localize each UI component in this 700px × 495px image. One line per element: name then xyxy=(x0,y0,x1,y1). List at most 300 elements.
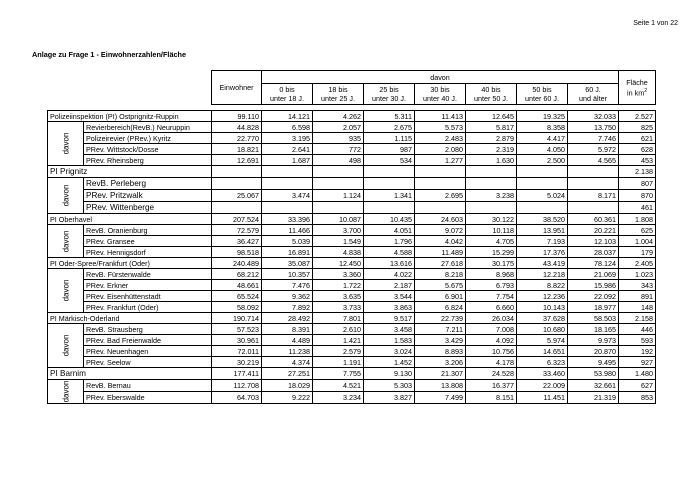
cell-value xyxy=(313,166,364,178)
cell-value: 9.130 xyxy=(364,368,415,380)
cell-value: 3.733 xyxy=(313,302,364,313)
cell-value: 21.069 xyxy=(568,269,619,280)
cell-value: 11.451 xyxy=(517,392,568,404)
cell-value xyxy=(364,166,415,178)
cell-value: 461 xyxy=(619,202,656,214)
cell-value: 9.517 xyxy=(364,313,415,324)
cell-value: 1.023 xyxy=(619,269,656,280)
table-row xyxy=(48,368,656,380)
cell-value: 10.435 xyxy=(364,214,415,225)
cell-value: 621 xyxy=(619,133,656,144)
cell-value: 1.549 xyxy=(313,236,364,247)
cell-value: 148 xyxy=(619,302,656,313)
table-row xyxy=(48,144,656,155)
cell-value: 2.879 xyxy=(466,133,517,144)
cell-value: 8.391 xyxy=(262,324,313,335)
cell-value: 891 xyxy=(619,291,656,302)
cell-value: 3.827 xyxy=(364,392,415,404)
cell-value xyxy=(262,178,313,190)
side-label-davon: davon xyxy=(48,380,84,404)
district-name: RevB. Strausberg xyxy=(84,324,212,335)
table-row xyxy=(48,258,656,269)
cell-value: 987 xyxy=(364,144,415,155)
cell-value xyxy=(466,178,517,190)
cell-value: 1.115 xyxy=(364,133,415,144)
cell-value: 3.206 xyxy=(415,357,466,368)
cell-value: 7.008 xyxy=(466,324,517,335)
cell-value: 19.325 xyxy=(517,111,568,122)
cell-value: 2.483 xyxy=(415,133,466,144)
cell-value: 11.489 xyxy=(415,247,466,258)
cell-value: 2.158 xyxy=(619,313,656,324)
cell-value xyxy=(262,202,313,214)
cell-value: 2.319 xyxy=(466,144,517,155)
district-name: PRev. Wittenberge xyxy=(84,202,212,214)
cell-value: 8.893 xyxy=(415,346,466,357)
cell-value xyxy=(568,178,619,190)
cell-value: 53.980 xyxy=(568,368,619,380)
cell-value: 43.419 xyxy=(517,258,568,269)
col-header-age-25-30: 25 bis unter 30 J. xyxy=(364,84,415,105)
district-name: PRev. Erkner xyxy=(84,280,212,291)
cell-value: 10.118 xyxy=(466,225,517,236)
cell-value: 4.565 xyxy=(568,155,619,166)
cell-value: 27.618 xyxy=(415,258,466,269)
cell-value: 12.645 xyxy=(466,111,517,122)
cell-value: 11.413 xyxy=(415,111,466,122)
table-row xyxy=(48,225,656,236)
cell-value: 7.892 xyxy=(262,302,313,313)
cell-value: 18.165 xyxy=(568,324,619,335)
cell-value: 4.262 xyxy=(313,111,364,122)
cell-value: 4.374 xyxy=(262,357,313,368)
cell-value: 593 xyxy=(619,335,656,346)
cell-value: 72.011 xyxy=(212,346,262,357)
cell-value: 15.986 xyxy=(568,280,619,291)
cell-value: 5.303 xyxy=(364,380,415,392)
cell-value: 11.466 xyxy=(262,225,313,236)
cell-value: 32.033 xyxy=(568,111,619,122)
cell-value: 58.092 xyxy=(212,302,262,313)
cell-value: 453 xyxy=(619,155,656,166)
cell-value: 30.961 xyxy=(212,335,262,346)
cell-value: 3.544 xyxy=(364,291,415,302)
district-name: PRev. Eisenhüttenstadt xyxy=(84,291,212,302)
cell-value: 3.863 xyxy=(364,302,415,313)
cell-value: 4.178 xyxy=(466,357,517,368)
district-name: PRev. Bad Freienwalde xyxy=(84,335,212,346)
cell-value: 20.870 xyxy=(568,346,619,357)
cell-value: 17.376 xyxy=(517,247,568,258)
cell-value: 8.171 xyxy=(568,190,619,202)
table-row xyxy=(48,291,656,302)
district-name: PRev. Rheinsberg xyxy=(84,155,212,166)
cell-value: 22.770 xyxy=(212,133,262,144)
cell-value: 57.523 xyxy=(212,324,262,335)
cell-value: 4.092 xyxy=(466,335,517,346)
table-row xyxy=(48,236,656,247)
district-name: PRev. Seelow xyxy=(84,357,212,368)
table-row xyxy=(48,380,656,392)
cell-value: 625 xyxy=(619,225,656,236)
cell-value: 18.029 xyxy=(262,380,313,392)
cell-value: 10.357 xyxy=(262,269,313,280)
cell-value: 7.476 xyxy=(262,280,313,291)
cell-value: 4.838 xyxy=(313,247,364,258)
table-row xyxy=(48,280,656,291)
cell-value: 6.598 xyxy=(262,122,313,133)
cell-value: 8.968 xyxy=(466,269,517,280)
cell-value: 21.319 xyxy=(568,392,619,404)
cell-value: 5.675 xyxy=(415,280,466,291)
cell-value: 1.808 xyxy=(619,214,656,225)
cell-value: 10.680 xyxy=(517,324,568,335)
cell-value xyxy=(212,202,262,214)
cell-value: 1.480 xyxy=(619,368,656,380)
cell-value: 44.828 xyxy=(212,122,262,133)
table-row xyxy=(48,133,656,144)
table-row xyxy=(48,178,656,190)
col-header-age-0-18: 0 bis unter 18 J. xyxy=(262,84,313,105)
cell-value: 7.754 xyxy=(466,291,517,302)
cell-value: 25.067 xyxy=(212,190,262,202)
region-name: PI Oder-Spree/Frankfurt (Oder) xyxy=(48,258,212,269)
flaeche-unit-sup: 2 xyxy=(644,87,647,94)
col-header-age-50-60: 50 bis unter 60 J. xyxy=(517,84,568,105)
district-name: Revierbereich(RevB.) Neuruppin xyxy=(84,122,212,133)
col-header-einwohner: Einwohner xyxy=(212,71,262,105)
cell-value: 1.796 xyxy=(364,236,415,247)
cell-value: 7.499 xyxy=(415,392,466,404)
page-number: Seite 1 von 22 xyxy=(633,20,678,27)
cell-value: 7.755 xyxy=(313,368,364,380)
side-label-davon: davon xyxy=(48,225,84,258)
header-row-2 xyxy=(48,84,656,105)
cell-value: 60.361 xyxy=(568,214,619,225)
page-title: Anlage zu Frage 1 - Einwohnerzahlen/Fläche xyxy=(32,50,187,59)
cell-value: 6.660 xyxy=(466,302,517,313)
flaeche-unit: in km xyxy=(627,88,645,98)
cell-value: 825 xyxy=(619,122,656,133)
table-row xyxy=(48,122,656,133)
cell-value: 446 xyxy=(619,324,656,335)
district-name: PRev. Pritzwalk xyxy=(84,190,212,202)
cell-value: 30.122 xyxy=(466,214,517,225)
cell-value: 11.238 xyxy=(262,346,313,357)
district-name: PRev. Neuenhagen xyxy=(84,346,212,357)
col-header-age-18-25: 18 bis unter 25 J. xyxy=(313,84,364,105)
cell-value: 935 xyxy=(313,133,364,144)
region-name: Polizeiinspektion (PI) Ostprignitz-Ruppin xyxy=(48,111,212,122)
cell-value: 6.824 xyxy=(415,302,466,313)
cell-value: 58.503 xyxy=(568,313,619,324)
cell-value: 38.520 xyxy=(517,214,568,225)
cell-value: 9.222 xyxy=(262,392,313,404)
cell-value: 2.610 xyxy=(313,324,364,335)
cell-value: 72.579 xyxy=(212,225,262,236)
district-name: RevB. Bernau xyxy=(84,380,212,392)
cell-value: 28.492 xyxy=(262,313,313,324)
cell-value xyxy=(466,166,517,178)
cell-value: 627 xyxy=(619,380,656,392)
cell-value: 5.974 xyxy=(517,335,568,346)
cell-value xyxy=(517,166,568,178)
cell-value: 5.311 xyxy=(364,111,415,122)
cell-value xyxy=(364,202,415,214)
cell-value xyxy=(517,202,568,214)
cell-value: 807 xyxy=(619,178,656,190)
cell-value: 8.358 xyxy=(517,122,568,133)
cell-value: 13.808 xyxy=(415,380,466,392)
cell-value: 3.360 xyxy=(313,269,364,280)
cell-value: 112.708 xyxy=(212,380,262,392)
cell-value: 9.973 xyxy=(568,335,619,346)
cell-value: 2.187 xyxy=(364,280,415,291)
cell-value: 1.191 xyxy=(313,357,364,368)
cell-value: 13.951 xyxy=(517,225,568,236)
cell-value: 870 xyxy=(619,190,656,202)
cell-value: 3.234 xyxy=(313,392,364,404)
cell-value: 3.024 xyxy=(364,346,415,357)
side-label-davon: davon xyxy=(48,122,84,166)
cell-value: 343 xyxy=(619,280,656,291)
cell-value: 30.219 xyxy=(212,357,262,368)
cell-value: 26.034 xyxy=(466,313,517,324)
cell-value: 1.341 xyxy=(364,190,415,202)
side-label-davon: davon xyxy=(48,178,84,214)
cell-value: 1.722 xyxy=(313,280,364,291)
district-name: PRev. Eberswalde xyxy=(84,392,212,404)
cell-value xyxy=(517,178,568,190)
cell-value: 78.124 xyxy=(568,258,619,269)
cell-value: 853 xyxy=(619,392,656,404)
col-header-age-30-40: 30 bis unter 40 J. xyxy=(415,84,466,105)
cell-value: 12.450 xyxy=(313,258,364,269)
cell-value xyxy=(568,202,619,214)
cell-value: 6.323 xyxy=(517,357,568,368)
cell-value: 2.641 xyxy=(262,144,313,155)
cell-value: 64.703 xyxy=(212,392,262,404)
cell-value xyxy=(415,178,466,190)
table-row xyxy=(48,357,656,368)
cell-value: 3.238 xyxy=(466,190,517,202)
cell-value: 4.705 xyxy=(466,236,517,247)
cell-value xyxy=(415,166,466,178)
cell-value: 4.051 xyxy=(364,225,415,236)
cell-value: 4.521 xyxy=(313,380,364,392)
region-name: PI Barnim xyxy=(48,368,212,380)
cell-value: 16.377 xyxy=(466,380,517,392)
side-label-davon: davon xyxy=(48,324,84,368)
cell-value: 4.489 xyxy=(262,335,313,346)
population-table xyxy=(47,70,656,404)
cell-value xyxy=(364,178,415,190)
cell-value: 12.691 xyxy=(212,155,262,166)
cell-value: 1.277 xyxy=(415,155,466,166)
district-name: PRev. Frankfurt (Oder) xyxy=(84,302,212,313)
cell-value: 9.072 xyxy=(415,225,466,236)
cell-value: 99.110 xyxy=(212,111,262,122)
cell-value: 9.362 xyxy=(262,291,313,302)
cell-value: 190.714 xyxy=(212,313,262,324)
cell-value: 1.421 xyxy=(313,335,364,346)
table-row xyxy=(48,302,656,313)
cell-value: 2.579 xyxy=(313,346,364,357)
cell-value: 48.661 xyxy=(212,280,262,291)
table-row xyxy=(48,247,656,258)
cell-value: 5.817 xyxy=(466,122,517,133)
cell-value: 20.221 xyxy=(568,225,619,236)
cell-value: 1.452 xyxy=(364,357,415,368)
district-name: RevB. Oranienburg xyxy=(84,225,212,236)
header-row-1 xyxy=(48,71,656,84)
table-row xyxy=(48,313,656,324)
table-row xyxy=(48,346,656,357)
flaeche-label: Fläche xyxy=(626,77,648,87)
cell-value: 4.588 xyxy=(364,247,415,258)
cell-value xyxy=(568,166,619,178)
cell-value: 14.651 xyxy=(517,346,568,357)
district-name: RevB. Perleberg xyxy=(84,178,212,190)
cell-value: 3.700 xyxy=(313,225,364,236)
cell-value: 68.212 xyxy=(212,269,262,280)
table-row xyxy=(48,166,656,178)
cell-value: 27.251 xyxy=(262,368,313,380)
district-name: RevB. Fürstenwalde xyxy=(84,269,212,280)
cell-value: 22.092 xyxy=(568,291,619,302)
cell-value: 534 xyxy=(364,155,415,166)
cell-value: 2.527 xyxy=(619,111,656,122)
cell-value: 33.396 xyxy=(262,214,313,225)
cell-value: 4.022 xyxy=(364,269,415,280)
cell-value: 8.218 xyxy=(415,269,466,280)
cell-value: 4.050 xyxy=(517,144,568,155)
cell-value: 192 xyxy=(619,346,656,357)
cell-value: 7.211 xyxy=(415,324,466,335)
cell-value: 5.972 xyxy=(568,144,619,155)
cell-value: 36.427 xyxy=(212,236,262,247)
cell-value: 2.405 xyxy=(619,258,656,269)
cell-value: 33.460 xyxy=(517,368,568,380)
cell-value xyxy=(313,178,364,190)
district-name: Polizeirevier (PRev.) Kyritz xyxy=(84,133,212,144)
cell-value: 12.236 xyxy=(517,291,568,302)
cell-value: 8.151 xyxy=(466,392,517,404)
cell-value: 8.822 xyxy=(517,280,568,291)
cell-value: 628 xyxy=(619,144,656,155)
cell-value: 18.821 xyxy=(212,144,262,155)
cell-value: 7.193 xyxy=(517,236,568,247)
cell-value: 35.087 xyxy=(262,258,313,269)
table-row xyxy=(48,111,656,122)
cell-value: 37.628 xyxy=(517,313,568,324)
cell-value: 32.661 xyxy=(568,380,619,392)
table-row xyxy=(48,324,656,335)
cell-value: 7.746 xyxy=(568,133,619,144)
cell-value: 22.009 xyxy=(517,380,568,392)
cell-value: 2.057 xyxy=(313,122,364,133)
cell-value: 1.630 xyxy=(466,155,517,166)
cell-value xyxy=(466,202,517,214)
table-row xyxy=(48,392,656,404)
cell-value: 3.635 xyxy=(313,291,364,302)
cell-value: 927 xyxy=(619,357,656,368)
cell-value: 13.750 xyxy=(568,122,619,133)
cell-value: 28.037 xyxy=(568,247,619,258)
district-name: PRev. Gransee xyxy=(84,236,212,247)
cell-value: 12.218 xyxy=(517,269,568,280)
side-label-davon: davon xyxy=(48,269,84,313)
cell-value xyxy=(212,178,262,190)
cell-value: 24.603 xyxy=(415,214,466,225)
cell-value: 3.458 xyxy=(364,324,415,335)
cell-value: 22.739 xyxy=(415,313,466,324)
district-name: PRev. Hennigsdorf xyxy=(84,247,212,258)
region-name: PI Märkisch-Oderland xyxy=(48,313,212,324)
cell-value: 3.474 xyxy=(262,190,313,202)
col-header-davon: davon xyxy=(262,71,619,84)
cell-value: 179 xyxy=(619,247,656,258)
district-name: PRev. Wittstock/Dosse xyxy=(84,144,212,155)
cell-value xyxy=(313,202,364,214)
cell-value: 2.675 xyxy=(364,122,415,133)
cell-value: 24.528 xyxy=(466,368,517,380)
cell-value: 9.495 xyxy=(568,357,619,368)
cell-value: 12.103 xyxy=(568,236,619,247)
cell-value: 4.417 xyxy=(517,133,568,144)
cell-value: 10.087 xyxy=(313,214,364,225)
cell-value: 3.195 xyxy=(262,133,313,144)
cell-value: 15.299 xyxy=(466,247,517,258)
cell-value: 1.687 xyxy=(262,155,313,166)
cell-value: 98.518 xyxy=(212,247,262,258)
cell-value xyxy=(415,202,466,214)
table-row xyxy=(48,214,656,225)
table-row xyxy=(48,269,656,280)
region-name: PI Prignitz xyxy=(48,166,212,178)
table-row xyxy=(48,190,656,202)
cell-value: 2.500 xyxy=(517,155,568,166)
cell-value: 1.124 xyxy=(313,190,364,202)
cell-value: 177.411 xyxy=(212,368,262,380)
cell-value: 5.573 xyxy=(415,122,466,133)
cell-value xyxy=(212,166,262,178)
cell-value: 13.616 xyxy=(364,258,415,269)
cell-value: 6.901 xyxy=(415,291,466,302)
cell-value: 207.524 xyxy=(212,214,262,225)
cell-value: 2.080 xyxy=(415,144,466,155)
cell-value: 772 xyxy=(313,144,364,155)
cell-value: 30.175 xyxy=(466,258,517,269)
col-header-age-40-50: 40 bis unter 50 J. xyxy=(466,84,517,105)
col-header-flaeche xyxy=(619,71,656,105)
cell-value: 3.429 xyxy=(415,335,466,346)
cell-value: 6.793 xyxy=(466,280,517,291)
cell-value: 7.801 xyxy=(313,313,364,324)
cell-value: 4.042 xyxy=(415,236,466,247)
table-row xyxy=(48,335,656,346)
cell-value: 18.977 xyxy=(568,302,619,313)
cell-value: 2.695 xyxy=(415,190,466,202)
cell-value: 2.138 xyxy=(619,166,656,178)
cell-value: 498 xyxy=(313,155,364,166)
cell-value: 16.891 xyxy=(262,247,313,258)
region-name: PI Oberhavel xyxy=(48,214,212,225)
col-header-age-60plus: 60 J. und älter xyxy=(568,84,619,105)
table-row xyxy=(48,202,656,214)
cell-value: 21.307 xyxy=(415,368,466,380)
cell-value: 10.143 xyxy=(517,302,568,313)
